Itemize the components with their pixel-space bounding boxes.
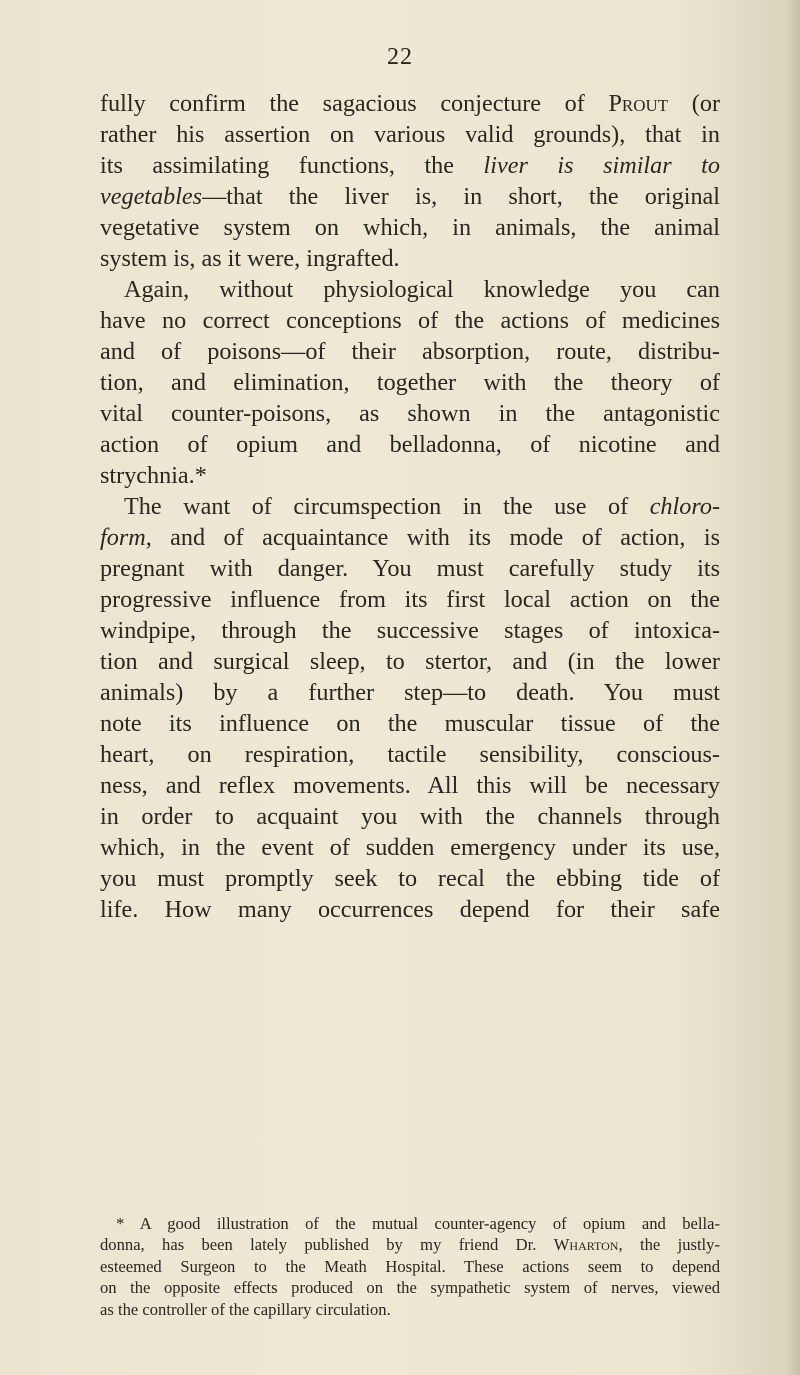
- body-line: progressive influence from its first local action on the: [100, 586, 720, 613]
- body-line: have no correct conceptions of the actions of medicines: [100, 307, 720, 334]
- body-line: you must promptly seek to recal the ebbing tide of: [100, 865, 720, 892]
- page-edge-shadow: [786, 0, 800, 1375]
- body-line: The want of circumspection in the use of chloro-: [124, 493, 720, 520]
- footnote-line: * A good illustration of the mutual counter-agency of opium and bella-: [116, 1214, 720, 1233]
- body-line: heart, on respiration, tactile sensibility, conscious-: [100, 741, 720, 768]
- body-line: tion and surgical sleep, to stertor, and (in the lower: [100, 648, 720, 675]
- body-line: pregnant with danger. You must carefully study its: [100, 555, 720, 582]
- body-line: its assimilating functions, the liver is similar to: [100, 152, 720, 179]
- body-line: form, and of acquaintance with its mode of action, is: [100, 524, 720, 551]
- body-line: which, in the event of sudden emergency under its use,: [100, 834, 720, 861]
- footnote-line: on the opposite effects produced on the sympathetic system of nerves, viewed: [100, 1278, 720, 1298]
- footnote-line: donna, has been lately published by my friend Dr. Wharton, the justly-: [100, 1235, 720, 1255]
- body-line: vital counter-poisons, as shown in the antagonistic: [100, 400, 720, 427]
- body-line: in order to acquaint you with the channels through: [100, 803, 720, 830]
- body-line: fully confirm the sagacious conjecture of Prout (or: [100, 90, 720, 117]
- page-number: 22: [387, 44, 413, 70]
- body-line: tion, and elimination, together with the theory of: [100, 369, 720, 396]
- body-line: ness, and reflex movements. All this will be necessary: [100, 772, 720, 799]
- body-line: Again, without physiological knowledge you can: [124, 276, 720, 303]
- body-line: windpipe, through the successive stages of intoxica-: [100, 617, 720, 644]
- body-line: action of opium and belladonna, of nicotine and: [100, 431, 720, 458]
- footnote-line: as the controller of the capillary circulation.: [100, 1299, 391, 1319]
- body-line: rather his assertion on various valid grounds), that in: [100, 121, 720, 148]
- body-line: and of poisons—of their absorption, route, distribu-: [100, 338, 720, 365]
- footnote: [100, 1213, 720, 1320]
- body-line: life. How many occurrences depend for their safe: [100, 896, 720, 923]
- body-line: strychnia.*: [100, 462, 207, 489]
- body-line: vegetative system on which, in animals, the animal: [100, 214, 720, 241]
- body-text: [100, 88, 720, 925]
- body-line: animals) by a further step—to death. You must: [100, 679, 720, 706]
- body-line: system is, as it were, ingrafted.: [100, 245, 400, 272]
- footnote-line: esteemed Surgeon to the Meath Hospital. These actions seem to depend: [100, 1256, 720, 1276]
- body-line: vegetables—that the liver is, in short, the original: [100, 183, 720, 210]
- body-line: note its influence on the muscular tissue of the: [100, 710, 720, 737]
